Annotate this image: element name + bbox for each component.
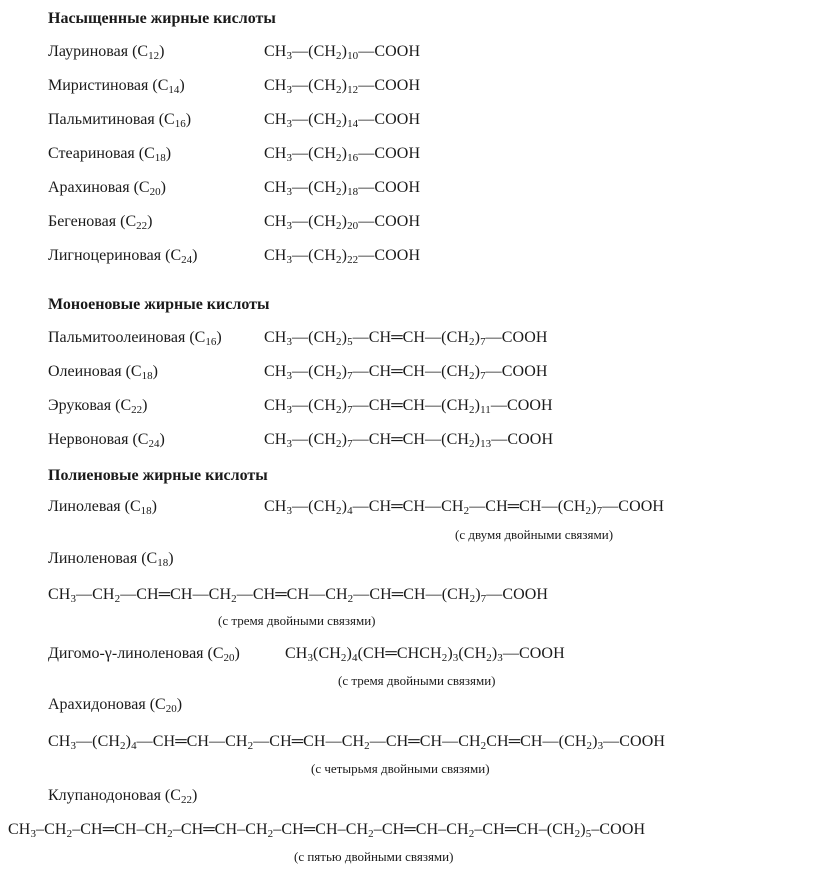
formula-segment: —COOH: [485, 329, 548, 346]
formula-segment: CH: [264, 77, 287, 94]
formula-segment: —CH═CH—CH: [236, 586, 348, 603]
formula-subscript: 3: [286, 186, 293, 198]
formula-segment: –CH: [36, 821, 67, 838]
acid-name-linoleic: [48, 498, 157, 516]
formula-subscript: 18: [347, 186, 359, 198]
formula-segment: ): [341, 329, 348, 346]
formula-subscript: 14: [347, 118, 359, 130]
formula-segment: ): [580, 821, 586, 838]
formula-subscript: 11: [480, 404, 491, 416]
acid-name: [48, 43, 164, 61]
formula-segment: —(CH: [292, 77, 337, 94]
formula-segment: —(CH: [292, 111, 337, 128]
acid-name-text: Линолевая (C: [48, 498, 141, 515]
formula-segment: CH: [264, 145, 287, 162]
formula-segment: —CH═CH—(CH: [352, 431, 470, 448]
acid-name-arachidonic: [48, 696, 182, 714]
formula-segment: —COOH: [358, 111, 421, 128]
formula-segment: —COOH: [358, 145, 421, 162]
formula-subscript: 7: [480, 370, 486, 382]
double-bond-note: (с пятью двойными связями): [294, 849, 454, 864]
formula-subscript: 2: [469, 593, 476, 605]
paren-close: ): [147, 213, 153, 230]
formula-segment: –CH═CH–CH: [373, 821, 469, 838]
acid-name-text: Нервоновая (C: [48, 431, 149, 448]
formula-segment: —CH: [76, 586, 115, 603]
formula-subscript: 2: [336, 84, 342, 96]
acid-name-text: Дигомо-γ-линоленовая (C: [48, 645, 224, 662]
acid-name-text: Пальмитиновая (C: [48, 111, 175, 128]
formula-subscript: 2: [247, 740, 254, 752]
formula-segment: ): [125, 733, 132, 750]
formula-segment: —COOH: [491, 431, 554, 448]
formula-subscript: 3: [286, 50, 293, 62]
formula-segment: ): [341, 213, 348, 230]
formula-subscript: 20: [347, 220, 359, 232]
carbon-count: 22: [136, 220, 148, 232]
formula-segment: —CH═CH—CH: [253, 733, 365, 750]
formula-segment: —(CH: [292, 43, 337, 60]
formula-segment: ): [346, 645, 352, 662]
formula-subscript: 3: [286, 220, 293, 232]
acid-name-text: Арахидоновая (C: [48, 696, 166, 713]
acid-formula: [264, 43, 420, 61]
carbon-count: 12: [148, 50, 160, 62]
formula-subscript: 2: [66, 828, 73, 840]
formula-subscript: 2: [336, 186, 342, 198]
formula-segment: CH: [48, 586, 71, 603]
acid-formula: [264, 247, 420, 265]
acid-name: [48, 431, 165, 449]
paren-close: ): [160, 179, 166, 196]
formula-subscript: 16: [347, 152, 359, 164]
acid-name: [48, 77, 185, 95]
formula-segment: —CH═CH—(CH: [352, 329, 470, 346]
acid-name: [48, 329, 222, 347]
acid-name-text: Эруковая (C: [48, 397, 132, 414]
formula-segment: ): [341, 431, 348, 448]
carbon-count: 24: [148, 438, 160, 450]
carbon-count: 18: [157, 557, 169, 569]
acid-name-linolenic: [48, 550, 174, 568]
acid-name-text: Миристиновая (C: [48, 77, 169, 94]
formula-segment: ): [474, 431, 481, 448]
formula-segment: —COOH: [490, 397, 553, 414]
formula-segment: ): [341, 179, 348, 196]
formula-segment: —(CH: [292, 247, 337, 264]
double-bond-note: (с тремя двойными связями): [218, 613, 376, 628]
formula-subscript: 7: [596, 505, 603, 517]
formula-segment: ): [474, 363, 481, 380]
formula-subscript: 3: [497, 652, 503, 664]
formula-subscript: 2: [463, 505, 470, 517]
formula-segment: —CH═CH—(CH: [352, 363, 470, 380]
formula-subscript: 2: [120, 740, 126, 752]
formula-segment: —(CH: [292, 329, 337, 346]
carbon-count: 24: [181, 254, 193, 266]
acid-name-text: Линоленовая (C: [48, 550, 158, 567]
carbon-count: 20: [149, 186, 161, 198]
formula-subscript: 3: [286, 152, 293, 164]
formula-segment: —COOH: [358, 77, 421, 94]
paren-close: ): [192, 247, 198, 264]
paren-close: ): [165, 145, 172, 162]
formula-segment: —COOH: [358, 213, 421, 230]
carbon-count: 20: [165, 703, 177, 715]
formula-subscript: 3: [597, 740, 604, 752]
formula-segment: —COOH: [502, 645, 565, 662]
acid-formula-clupanodonic: [8, 821, 645, 839]
acid-name-text: Лигноцериновая (C: [48, 247, 182, 264]
formula-subscript: 2: [336, 370, 342, 382]
formula-segment: ): [341, 247, 348, 264]
formula-segment: —COOH: [603, 733, 666, 750]
formula-segment: ): [341, 397, 348, 414]
double-bond-note: (с тремя двойными связями): [338, 673, 496, 688]
acid-formula: [264, 397, 553, 415]
formula-subscript: 3: [286, 404, 293, 416]
formula-subscript: 2: [267, 828, 274, 840]
formula-segment: ): [341, 111, 348, 128]
carbon-count: 20: [223, 652, 235, 664]
carbon-count: 18: [154, 152, 166, 164]
paren-close: ): [151, 498, 157, 515]
formula-subscript: 7: [347, 438, 353, 450]
paren-close: ): [168, 550, 174, 567]
acid-name: [48, 111, 191, 129]
formula-segment: —CH═CH—CH: [369, 733, 481, 750]
acid-formula: [264, 179, 420, 197]
formula-segment: ): [341, 43, 348, 60]
formula-segment: —(CH: [76, 733, 121, 750]
acid-name: [48, 363, 158, 381]
formula-segment: CH: [264, 363, 287, 380]
formula-subscript: 5: [347, 336, 353, 348]
acid-name-text: Пальмитоолеиновая (C: [48, 329, 206, 346]
formula-segment: CH: [264, 397, 287, 414]
formula-segment: ): [341, 145, 348, 162]
formula-segment: —COOH: [602, 498, 665, 515]
formula-subscript: 2: [336, 118, 342, 130]
formula-subscript: 2: [336, 438, 342, 450]
formula-segment: CH: [264, 111, 287, 128]
formula-segment: ): [341, 363, 348, 380]
paren-close: ): [159, 431, 165, 448]
formula-subscript: 4: [131, 740, 137, 752]
formula-subscript: 3: [286, 505, 293, 517]
carbon-count: 14: [168, 84, 180, 96]
acid-formula: [264, 111, 420, 129]
carbon-count: 16: [174, 118, 186, 130]
formula-subscript: 2: [336, 254, 342, 266]
formula-segment: —(CH: [292, 213, 337, 230]
formula-subscript: 22: [347, 254, 359, 266]
polyenoic-heading: Полиеновые жирные кислоты: [48, 467, 268, 484]
paren-close: ): [142, 397, 148, 414]
formula-subscript: 3: [452, 652, 459, 664]
formula-segment: –COOH: [591, 821, 646, 838]
formula-segment: (CH: [458, 645, 487, 662]
acid-formula-dihomo: [285, 645, 565, 663]
formula-subscript: 2: [468, 828, 475, 840]
formula-segment: CH: [264, 247, 287, 264]
formula-segment: —COOH: [358, 43, 421, 60]
formula-segment: CH═CH—(CH: [486, 733, 587, 750]
acid-name: [48, 247, 197, 265]
formula-subscript: 2: [441, 652, 448, 664]
acid-name: [48, 179, 166, 197]
acid-name-text: Клупанодоновая (C: [48, 787, 181, 804]
formula-subscript: 2: [336, 50, 342, 62]
formula-subscript: 3: [70, 740, 77, 752]
formula-subscript: 3: [70, 593, 77, 605]
acid-formula: [264, 145, 420, 163]
formula-segment: —CH═CH—(CH: [352, 397, 470, 414]
formula-segment: CH: [264, 329, 287, 346]
formula-subscript: 2: [336, 404, 342, 416]
formula-segment: –CH═CH–CH: [72, 821, 168, 838]
acid-formula: [264, 431, 553, 449]
monoenoic-heading: Моноеновые жирные кислоты: [48, 296, 270, 313]
saturated-heading: Насыщенные жирные кислоты: [48, 10, 276, 27]
formula-subscript: 2: [340, 652, 347, 664]
formula-subscript: 3: [30, 828, 37, 840]
formula-segment: —(CH: [292, 363, 337, 380]
formula-segment: —CH═CH—CH: [120, 586, 232, 603]
formula-segment: ): [491, 645, 498, 662]
formula-segment: CH: [285, 645, 308, 662]
formula-segment: —CH═CH—(CH: [469, 498, 586, 515]
double-bond-note: (с двумя двойными связями): [455, 527, 614, 542]
formula-segment: —(CH: [292, 397, 337, 414]
formula-subscript: 7: [480, 593, 487, 605]
formula-subscript: 4: [351, 652, 358, 664]
formula-subscript: 7: [480, 336, 486, 348]
paren-close: ): [185, 111, 192, 128]
formula-segment: CH: [264, 213, 287, 230]
formula-segment: –CH═CH–CH: [273, 821, 369, 838]
formula-segment: ): [591, 498, 597, 515]
formula-subscript: 2: [480, 740, 487, 752]
formula-subscript: 2: [167, 828, 173, 840]
formula-subscript: 2: [114, 593, 121, 605]
formula-subscript: 7: [347, 404, 353, 416]
formula-segment: –CH═CH–(CH: [474, 821, 575, 838]
formula-subscript: 3: [286, 370, 293, 382]
formula-segment: —(CH: [292, 498, 337, 515]
acid-name-text: Олеиновая (C: [48, 363, 142, 380]
formula-subscript: 5: [585, 828, 592, 840]
formula-subscript: 2: [586, 740, 593, 752]
paren-close: ): [216, 329, 222, 346]
formula-subscript: 2: [469, 438, 475, 450]
formula-subscript: 2: [347, 593, 354, 605]
formula-segment: CH: [264, 498, 287, 515]
paren-close: ): [152, 363, 158, 380]
formula-segment: ): [474, 397, 481, 414]
carbon-count: 18: [140, 505, 152, 517]
formula-subscript: 2: [336, 505, 342, 517]
acid-name-text: Арахиновая (C: [48, 179, 150, 196]
formula-segment: ): [475, 586, 481, 603]
formula-subscript: 3: [286, 118, 293, 130]
paren-close: ): [159, 43, 165, 60]
formula-segment: —COOH: [485, 363, 548, 380]
formula-subscript: 2: [585, 505, 592, 517]
formula-subscript: 2: [469, 370, 475, 382]
formula-subscript: 3: [286, 438, 293, 450]
formula-segment: ): [592, 733, 598, 750]
formula-segment: —COOH: [358, 179, 421, 196]
formula-subscript: 2: [469, 336, 475, 348]
formula-subscript: 2: [469, 404, 475, 416]
formula-segment: —CH═CH—(CH: [353, 586, 470, 603]
formula-subscript: 4: [347, 505, 353, 517]
formula-segment: CH: [264, 179, 287, 196]
formula-segment: CH: [264, 431, 287, 448]
acid-formula: [264, 77, 420, 95]
formula-subscript: 13: [480, 438, 492, 450]
formula-subscript: 3: [307, 652, 314, 664]
formula-segment: —(CH: [292, 431, 337, 448]
acid-formula-linoleic: [264, 498, 664, 516]
paren-close: ): [179, 77, 185, 94]
formula-segment: —(CH: [292, 145, 337, 162]
double-bond-note: (с четырьмя двойными связями): [311, 761, 490, 776]
formula-segment: (CH: [313, 645, 341, 662]
acid-name-clupanodonic: [48, 787, 197, 805]
formula-subscript: 2: [231, 593, 237, 605]
formula-segment: (CH═CHCH: [357, 645, 442, 662]
formula-subscript: 3: [286, 336, 293, 348]
acid-name: [48, 145, 171, 163]
acid-name-text: Стеариновая (C: [48, 145, 155, 162]
formula-subscript: 2: [364, 740, 370, 752]
acid-name-text: Лауриновая (C: [48, 43, 149, 60]
formula-subscript: 2: [368, 828, 374, 840]
carbon-count: 16: [205, 336, 217, 348]
formula-subscript: 3: [286, 254, 293, 266]
formula-segment: —CH═CH—CH: [352, 498, 464, 515]
acid-formula-arachidonic: [48, 733, 665, 751]
acid-name: [48, 397, 147, 415]
formula-segment: CH: [48, 733, 71, 750]
formula-segment: ): [341, 498, 348, 515]
acid-name: [48, 213, 152, 231]
acid-name-dihomo: [48, 645, 240, 663]
formula-segment: ): [341, 77, 348, 94]
acid-formula: [264, 363, 548, 381]
acid-formula: [264, 213, 420, 231]
formula-segment: —(CH: [292, 179, 337, 196]
formula-segment: CH: [8, 821, 31, 838]
formula-subscript: 12: [347, 84, 359, 96]
formula-segment: —COOH: [358, 247, 421, 264]
formula-subscript: 2: [574, 828, 581, 840]
paren-close: ): [176, 696, 183, 713]
formula-subscript: 2: [336, 336, 342, 348]
formula-subscript: 2: [336, 220, 342, 232]
formula-subscript: 3: [286, 84, 293, 96]
carbon-count: 22: [131, 404, 143, 416]
paren-close: ): [191, 787, 198, 804]
carbon-count: 22: [180, 794, 192, 806]
formula-subscript: 7: [347, 370, 353, 382]
formula-segment: ): [474, 329, 481, 346]
acid-formula: [264, 329, 548, 347]
carbon-count: 18: [141, 370, 153, 382]
acid-formula-linolenic: [48, 586, 548, 604]
formula-subscript: 10: [347, 50, 359, 62]
formula-segment: —CH═CH—CH: [136, 733, 248, 750]
paren-close: ): [234, 645, 240, 662]
formula-segment: ): [447, 645, 453, 662]
acid-name-text: Бегеновая (C: [48, 213, 137, 230]
formula-subscript: 2: [486, 652, 492, 664]
formula-subscript: 2: [336, 152, 342, 164]
formula-segment: CH: [264, 43, 287, 60]
formula-segment: —COOH: [486, 586, 549, 603]
formula-segment: –CH═CH–CH: [172, 821, 268, 838]
